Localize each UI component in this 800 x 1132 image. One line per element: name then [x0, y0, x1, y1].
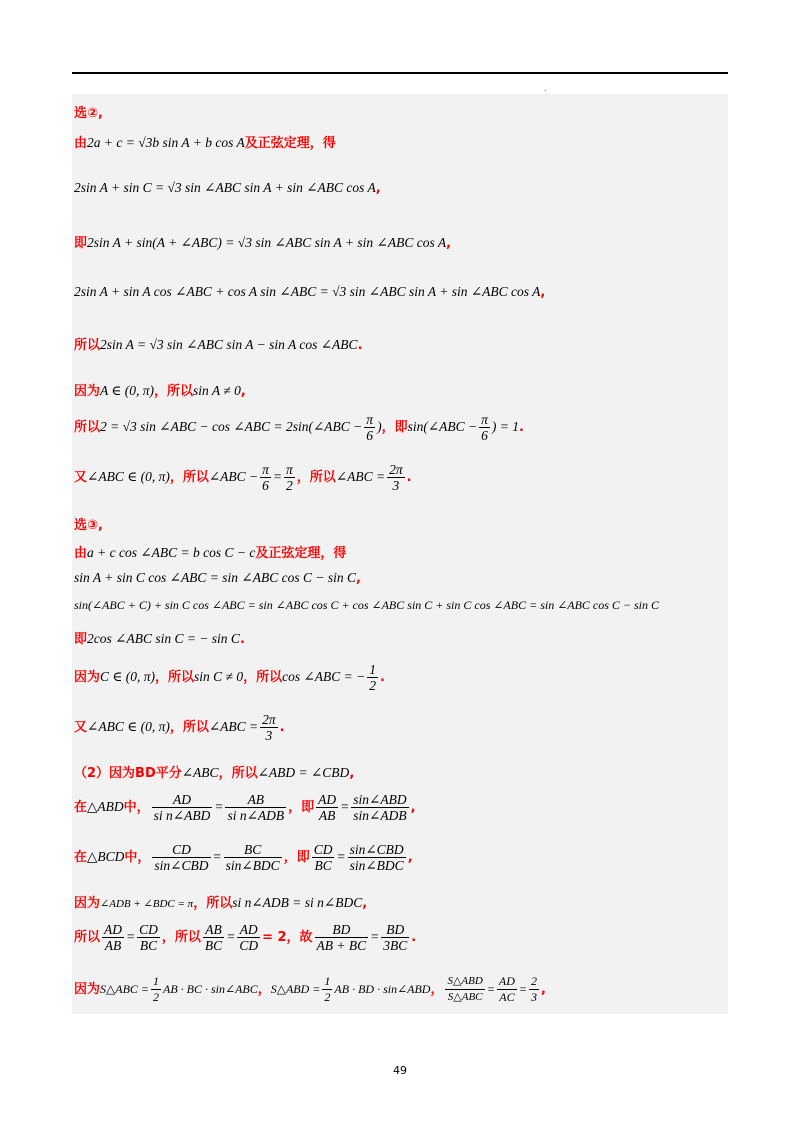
prefix-text: 因为 [74, 384, 101, 399]
equation-line [74, 842, 413, 873]
formula: ) = 1 [491, 419, 519, 434]
prefix-text: 由 [74, 136, 88, 151]
punctuation: . [406, 470, 412, 485]
prefix-text: 又 [74, 720, 88, 735]
formula: ∠ABC ∈ (0, π) [87, 719, 170, 734]
fraction [237, 922, 260, 953]
formula: cos ∠ABC = − [282, 669, 366, 684]
equation-line [74, 412, 524, 443]
formula: sin A + sin C cos ∠ABC = sin ∠ABC cos C − sin C [74, 570, 356, 585]
formula: a + c cos ∠ABC = b cos C − c [87, 545, 256, 560]
punctuation: . [357, 338, 363, 353]
punctuation: , [362, 896, 368, 911]
formula: = [212, 849, 222, 864]
equation-line [74, 232, 451, 251]
punctuation: , [540, 285, 546, 300]
prefix-text: 所以 [74, 338, 101, 353]
prefix-text: 因为 [74, 670, 101, 685]
punctuation: ， [430, 982, 444, 997]
numerator: CD [313, 842, 333, 857]
connector-text: ，所以 [155, 670, 195, 685]
equation-line [74, 922, 416, 953]
formula: = [214, 799, 224, 814]
punctuation: . [239, 632, 245, 647]
fraction [284, 462, 295, 493]
part-2-heading [74, 762, 354, 781]
connector-text: ，所以 [154, 384, 194, 399]
denominator: 3 [392, 478, 400, 493]
fraction [479, 412, 490, 443]
numerator: 1 [153, 974, 160, 988]
formula: AB · BC · sin∠ABC [163, 982, 258, 996]
formula: 2cos ∠ABC sin C = − sin C [87, 631, 240, 646]
formula: ∠ABC ∈ (0, π) [87, 469, 170, 484]
prefix-text: 即 [74, 236, 88, 251]
numerator: BD [315, 922, 369, 938]
fraction [348, 842, 406, 873]
fraction [152, 842, 210, 873]
connector-text: ，所以 [296, 470, 336, 485]
numerator: 1 [324, 974, 331, 988]
denominator: 3 [531, 990, 538, 1004]
numerator: π [262, 462, 269, 477]
formula: = [226, 929, 236, 944]
numerator: CD [139, 922, 158, 937]
connector-text: ，即 [288, 800, 315, 815]
equation-line [74, 892, 367, 911]
header-rule [72, 72, 728, 74]
formula: sin(∠ABC − [407, 419, 478, 434]
equation-line [74, 180, 381, 196]
numerator: AD [318, 792, 337, 807]
denominator: 2 [324, 990, 331, 1004]
equation-line [74, 284, 545, 300]
heading-text: 选③, [74, 518, 103, 533]
fraction [225, 792, 286, 823]
formula: 2sin A = √3 sin ∠ABC sin A − sin A cos ∠ABC [100, 337, 358, 352]
formula: ∠ABC [181, 765, 219, 780]
prefix-text: 在 [74, 800, 88, 815]
fraction [152, 792, 213, 823]
equation-line [74, 662, 385, 693]
punctuation: , [375, 181, 381, 196]
numerator: π [366, 412, 374, 427]
denominator: BC [204, 938, 223, 953]
formula: si n∠ADB = si n∠BDC [232, 895, 363, 910]
punctuation: . [380, 670, 385, 685]
fraction [151, 974, 161, 1005]
heading-text: 选②, [74, 106, 103, 121]
suffix-text: 及正弦定理，得 [244, 136, 336, 151]
punctuation: , [541, 982, 546, 997]
punctuation: . [279, 720, 285, 735]
connector-text: ，所以 [218, 766, 258, 781]
numerator: 2π [389, 462, 403, 477]
formula: ∠ABC − [208, 469, 259, 484]
denominator: 3 [265, 728, 273, 743]
denominator: S△ABC [447, 991, 483, 1003]
prefix-text: 所以 [74, 930, 101, 945]
fraction [387, 462, 405, 493]
denominator: si n∠ADB [227, 808, 285, 823]
fraction [364, 412, 375, 443]
formula: 2sin A + sin(A + ∠ABC) = √3 sin ∠ABC sin A + sin ∠ABC cos A [87, 235, 447, 250]
fraction [529, 974, 539, 1005]
numerator: sin∠CBD [349, 842, 404, 857]
denominator: sin∠ADB [353, 808, 407, 823]
numerator: AD [237, 922, 260, 938]
page-number: 49 [393, 1064, 407, 1077]
denominator: 2 [369, 678, 377, 693]
equation-line [74, 334, 363, 353]
formula: ∠ADB + ∠BDC = π [100, 898, 194, 910]
option-2-heading [74, 102, 103, 121]
denominator: sin∠BDC [225, 858, 280, 873]
connector-text: ，所以 [243, 670, 283, 685]
formula: S△ABD = [270, 982, 321, 996]
connector-text: ，所以 [169, 720, 209, 735]
numerator: AD [152, 792, 213, 808]
formula: sin A ≠ 0 [193, 383, 241, 398]
fraction [260, 712, 278, 743]
formula: C ∈ (0, π) [100, 669, 156, 684]
connector-text: ，所以 [169, 470, 209, 485]
punctuation: ， [257, 982, 271, 997]
punctuation: , [349, 766, 355, 781]
formula: ) [377, 419, 382, 434]
denominator: sin∠CBD [154, 858, 209, 873]
denominator: AC [499, 990, 515, 1004]
connector-text: 中， [124, 850, 151, 865]
fraction [315, 922, 369, 953]
denominator: 6 [366, 428, 374, 443]
prefix-text: （2）因为BD平分 [74, 766, 182, 781]
formula: S△ABC = [100, 982, 150, 996]
numerator: BD [381, 922, 409, 938]
fraction [351, 792, 408, 823]
formula: 2a + c = √3b sin A + b cos A [87, 135, 245, 150]
denominator: BC [314, 858, 332, 873]
formula: = [518, 982, 528, 996]
connector-text: ，所以 [161, 930, 201, 945]
formula: 2 = √3 sin ∠ABC − cos ∠ABC = 2sin(∠ABC − [100, 419, 363, 434]
denominator: si n∠ABD [153, 808, 211, 823]
formula: △ABD [87, 799, 124, 814]
fraction [137, 922, 160, 953]
numerator: AB [225, 792, 286, 808]
fraction [224, 842, 282, 873]
formula: 2sin A + sin C = √3 sin ∠ABC sin A + sin ∠ABC cos A [74, 180, 376, 195]
numerator: AD [104, 922, 123, 937]
numerator: 2 [531, 974, 538, 988]
denominator: sin∠BDC [349, 858, 404, 873]
formula: = [370, 929, 380, 944]
prefix-text: 在 [74, 850, 88, 865]
connector-text: ，即 [283, 850, 310, 865]
equation-line [74, 132, 336, 151]
prefix-text: 因为 [74, 982, 101, 997]
formula: = [336, 849, 346, 864]
numerator: π [286, 462, 293, 477]
denominator: 2 [153, 990, 160, 1004]
formula: = [486, 982, 495, 996]
prefix-text: 又 [74, 470, 88, 485]
fraction [322, 974, 332, 1005]
equation-line [74, 570, 361, 586]
equation-line [74, 598, 659, 613]
equation-line [74, 628, 245, 647]
formula: △BCD [87, 849, 125, 864]
fraction [203, 922, 224, 953]
formula: sin(∠ABC + C) + sin C cos ∠ABC = sin ∠ABC cos C + cos ∠ABC sin C + sin C cos ∠ABC = sin ∠ABC cos C − sin C [74, 598, 660, 612]
denominator: AB [104, 938, 122, 953]
denominator: BC [139, 938, 158, 953]
formula: = [126, 929, 136, 944]
prefix-text: 所以 [74, 420, 101, 435]
equation-line [74, 462, 412, 493]
numerator: 2π [262, 712, 276, 727]
denominator: AB [318, 808, 336, 823]
numerator: π [481, 412, 488, 427]
fraction [102, 922, 124, 953]
fraction [367, 662, 378, 693]
equation-line [74, 712, 285, 743]
option-3-heading [74, 514, 103, 533]
punctuation: . [519, 420, 524, 435]
punctuation: , [355, 571, 361, 586]
formula: AB · BD · sin∠ABD [334, 982, 431, 996]
connector-text: 中， [123, 800, 150, 815]
denominator: 6 [262, 478, 269, 493]
denominator: 3BC [383, 938, 408, 953]
punctuation: , [240, 384, 246, 399]
equation-line [74, 542, 346, 561]
connector-text: ，所以 [193, 896, 233, 911]
fraction [381, 922, 409, 953]
punctuation: . [411, 930, 417, 945]
fraction [260, 462, 271, 493]
formula: 2sin A + sin A cos ∠ABC + cos A sin ∠ABC = √3 sin ∠ABC sin A + sin ∠ABC cos A [74, 284, 541, 299]
punctuation: , [410, 800, 416, 815]
equation-line [74, 792, 416, 823]
prefix-text: 即 [74, 632, 88, 647]
equation-line [74, 380, 246, 399]
denominator: 6 [481, 428, 488, 443]
equation-line [74, 974, 546, 1005]
formula: ∠ABC = [335, 469, 386, 484]
fraction [497, 974, 517, 1005]
formula: sin C ≠ 0 [194, 669, 244, 684]
denominator: 2 [286, 478, 293, 493]
denominator: AB + BC [316, 938, 367, 953]
numerator: S△ABD [445, 974, 484, 990]
numerator: 1 [369, 662, 377, 677]
fraction [316, 792, 338, 823]
connector-text: ，即 [381, 420, 408, 435]
punctuation: , [446, 236, 452, 251]
numerator: sin∠ABD [353, 792, 407, 807]
formula: A ∈ (0, π) [100, 383, 155, 398]
suffix-text: 及正弦定理，得 [255, 546, 347, 561]
fraction [445, 974, 484, 1005]
header-mark: . [544, 84, 547, 93]
connector-text: = 2，故 [262, 930, 313, 945]
prefix-text: 由 [74, 546, 88, 561]
punctuation: , [407, 850, 413, 865]
formula: ∠ABC = [208, 719, 259, 734]
formula: = [272, 469, 283, 484]
formula: ∠ABD = ∠CBD [257, 765, 350, 780]
prefix-text: 因为 [74, 896, 101, 911]
numerator: BC [224, 842, 282, 858]
numerator: CD [152, 842, 210, 858]
denominator: CD [239, 938, 259, 953]
formula: = [340, 799, 350, 814]
numerator: AB [203, 922, 224, 938]
numerator: AD [498, 974, 515, 988]
fraction [312, 842, 335, 873]
